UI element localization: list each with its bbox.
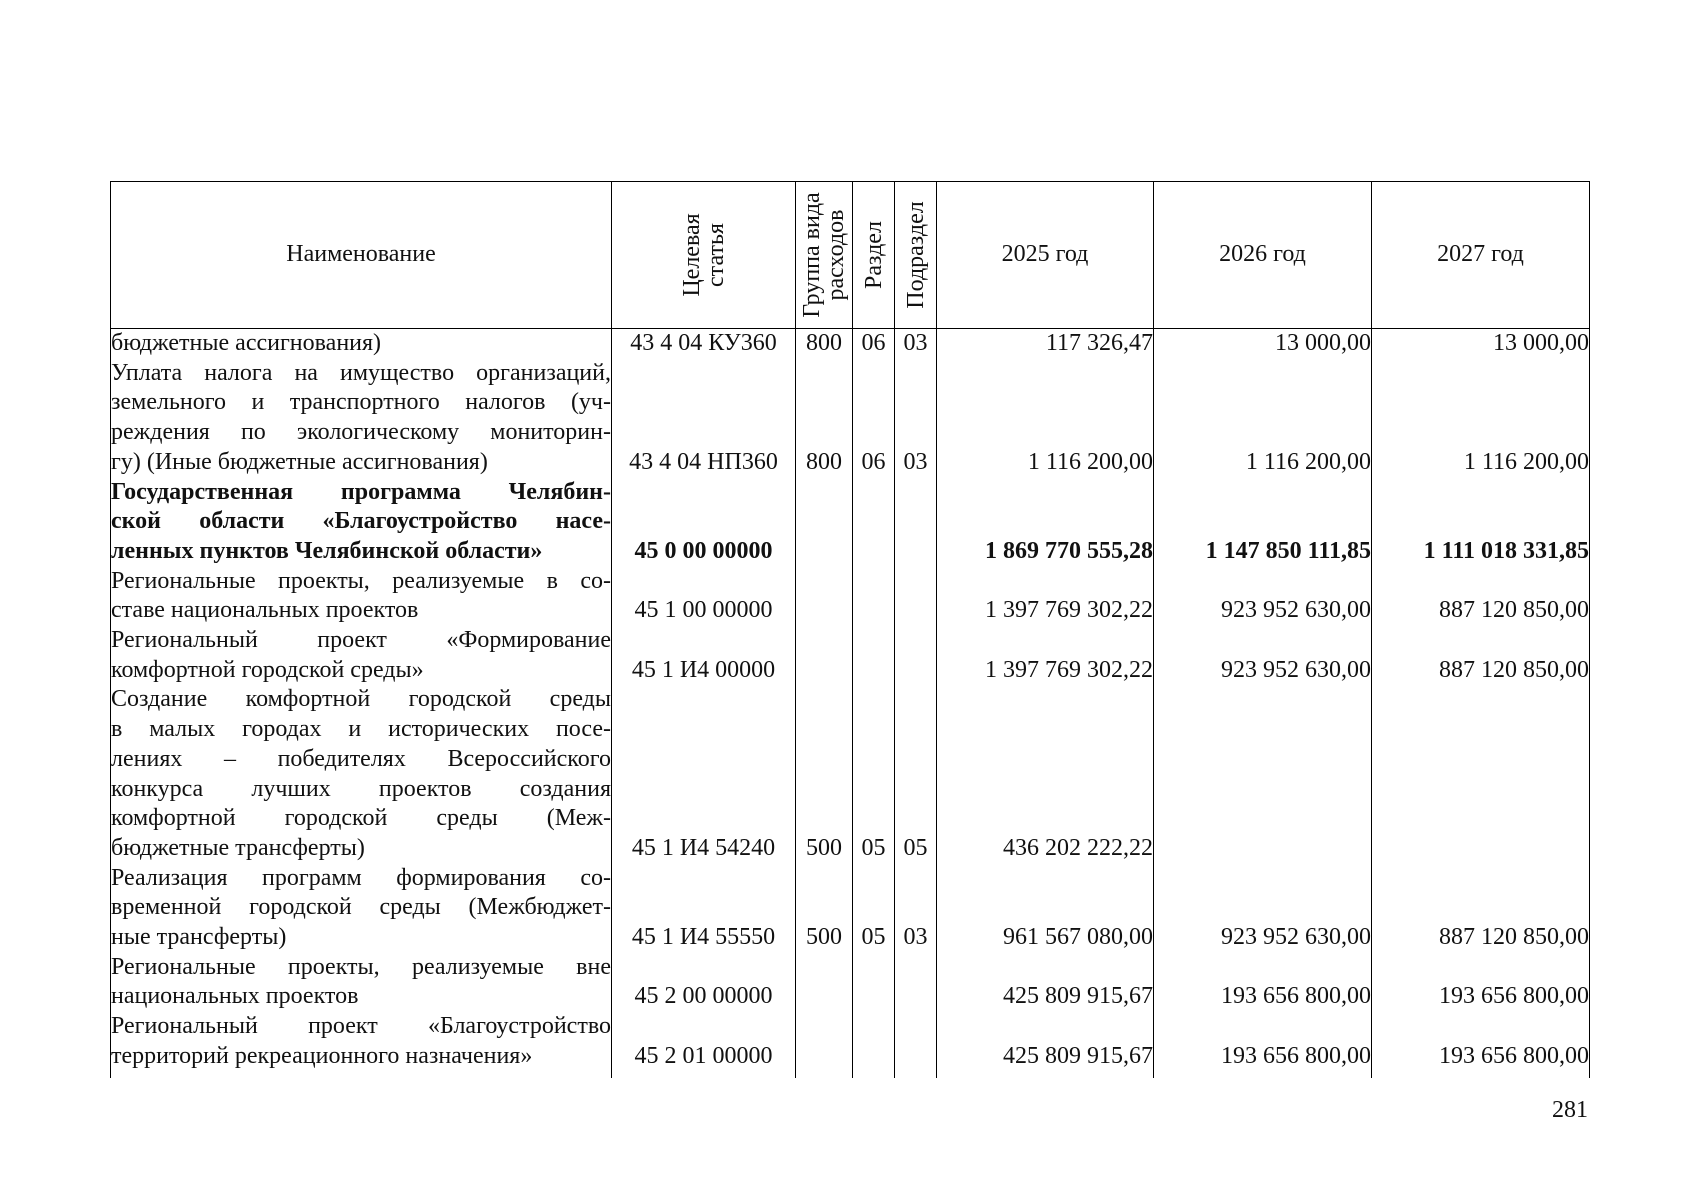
row-name-line: Региональный проект «Благоустройство (111, 1013, 611, 1040)
row-name-line: Создание комфортной городской среды (111, 686, 611, 713)
row-name-line: Государственная программа Челябин- (111, 478, 611, 505)
table-row (111, 626, 1590, 685)
row-name (111, 567, 612, 626)
row-name-line: конкурса лучших проектов создания (111, 775, 611, 802)
row-name-line: Региональный проект «Формирование (111, 627, 611, 654)
row-name-line: лениях – победителях Всероссийского (111, 745, 611, 772)
row-amount-2025: 1 397 769 302,22 (937, 567, 1154, 626)
row-name (111, 478, 612, 567)
row-amount-2026: 1 147 850 111,85 (1154, 478, 1372, 567)
row-amount-2027: 193 656 800,00 (1372, 1012, 1590, 1077)
row-section: 05 (853, 864, 895, 953)
row-section (853, 953, 895, 1012)
row-subsection: 05 (895, 685, 937, 863)
row-amount-2025: 961 567 080,00 (937, 864, 1154, 953)
row-target-article: 45 1 00 00000 (612, 567, 796, 626)
header-name: Наименование (111, 182, 612, 329)
row-expense-group: 800 (796, 329, 853, 359)
row-amount-2027: 887 120 850,00 (1372, 626, 1590, 685)
row-name (111, 626, 612, 685)
row-subsection: 03 (895, 359, 937, 478)
row-name-line: бюджетные трансферты) (111, 834, 365, 861)
row-expense-group (796, 1012, 853, 1077)
row-name-line: земельного и транспортного налогов (уч- (111, 389, 611, 416)
row-amount-2026: 13 000,00 (1154, 329, 1372, 359)
header-section: Раздел (853, 182, 895, 329)
row-amount-2025: 117 326,47 (937, 329, 1154, 359)
row-amount-2027: 1 116 200,00 (1372, 359, 1590, 478)
row-amount-2026: 193 656 800,00 (1154, 1012, 1372, 1077)
row-section: 06 (853, 359, 895, 478)
row-name-line: ленных пунктов Челябинской области» (111, 537, 543, 564)
row-name (111, 685, 612, 863)
table-row (111, 567, 1590, 626)
header-2025: 2025 год (937, 182, 1154, 329)
row-amount-2025: 425 809 915,67 (937, 1012, 1154, 1077)
row-section (853, 567, 895, 626)
row-name-line: ставе национальных проектов (111, 597, 419, 624)
row-subsection: 03 (895, 329, 937, 359)
budget-table (110, 181, 1590, 1078)
row-amount-2025: 1 116 200,00 (937, 359, 1154, 478)
row-amount-2025: 1 869 770 555,28 (937, 478, 1154, 567)
row-expense-group (796, 953, 853, 1012)
row-subsection (895, 478, 937, 567)
row-name-line: в малых городах и исторических посе- (111, 716, 611, 743)
row-amount-2027: 1 111 018 331,85 (1372, 478, 1590, 567)
table-row (111, 478, 1590, 567)
row-expense-group (796, 567, 853, 626)
row-amount-2027: 887 120 850,00 (1372, 864, 1590, 953)
row-name-line: комфортной городской среды» (111, 656, 424, 683)
row-name-line: бюджетные ассигнования) (111, 330, 382, 356)
header-target-article: Целевая статья (612, 182, 796, 329)
row-amount-2027: 887 120 850,00 (1372, 567, 1590, 626)
row-target-article: 45 2 00 00000 (612, 953, 796, 1012)
row-target-article: 45 1 И4 54240 (612, 685, 796, 863)
header-expense-group: Группа вида расходов (796, 182, 853, 329)
row-subsection (895, 626, 937, 685)
header-row (111, 182, 1590, 329)
row-section (853, 626, 895, 685)
row-expense-group: 800 (796, 359, 853, 478)
row-target-article: 45 1 И4 55550 (612, 864, 796, 953)
header-2027: 2027 год (1372, 182, 1590, 329)
row-amount-2026 (1154, 685, 1372, 863)
row-section (853, 478, 895, 567)
row-name-line: Уплата налога на имущество организаций, (111, 359, 611, 386)
row-target-article: 45 2 01 00000 (612, 1012, 796, 1077)
row-name (111, 864, 612, 953)
row-expense-group (796, 626, 853, 685)
row-subsection (895, 1012, 937, 1077)
table-row (111, 359, 1590, 478)
table-row (111, 953, 1590, 1012)
header-2026: 2026 год (1154, 182, 1372, 329)
row-section: 05 (853, 685, 895, 863)
row-name (111, 329, 612, 359)
table-row (111, 685, 1590, 863)
table-row (111, 864, 1590, 953)
row-name-line: ные трансферты) (111, 924, 287, 951)
row-target-article: 45 0 00 00000 (612, 478, 796, 567)
row-name (111, 359, 612, 478)
row-name (111, 1012, 612, 1077)
table-row (111, 329, 1590, 359)
row-name-line: гу) (Иные бюджетные ассигнования) (111, 448, 488, 475)
row-subsection (895, 567, 937, 626)
row-name-line: национальных проектов (111, 983, 359, 1010)
row-amount-2025: 436 202 222,22 (937, 685, 1154, 863)
row-expense-group: 500 (796, 685, 853, 863)
row-amount-2025: 425 809 915,67 (937, 953, 1154, 1012)
row-target-article: 43 4 04 НП360 (612, 359, 796, 478)
row-amount-2027: 13 000,00 (1372, 329, 1590, 359)
row-name-line: реждения по экологическому мониторин- (111, 419, 611, 446)
row-amount-2026: 923 952 630,00 (1154, 864, 1372, 953)
row-name-line: Реализация программ формирования со- (111, 864, 611, 891)
row-target-article: 43 4 04 КУ360 (612, 329, 796, 359)
row-name-line: Региональные проекты, реализуемые в со- (111, 567, 611, 594)
row-section (853, 1012, 895, 1077)
row-name-line: временной городской среды (Межбюджет- (111, 894, 611, 921)
row-target-article: 45 1 И4 00000 (612, 626, 796, 685)
row-name-line: ской области «Благоустройство насе- (111, 508, 611, 535)
page-number: 281 (1552, 1097, 1588, 1123)
header-subsection: Подраздел (895, 182, 937, 329)
row-amount-2026: 923 952 630,00 (1154, 626, 1372, 685)
row-expense-group: 500 (796, 864, 853, 953)
row-amount-2027 (1372, 685, 1590, 863)
row-name-line: территорий рекреационного назначения» (111, 1042, 533, 1069)
row-amount-2026: 193 656 800,00 (1154, 953, 1372, 1012)
row-subsection (895, 953, 937, 1012)
row-name (111, 953, 612, 1012)
row-name-line: Региональные проекты, реализуемые вне (111, 953, 611, 980)
row-amount-2026: 923 952 630,00 (1154, 567, 1372, 626)
row-name-line: комфортной городской среды (Меж- (111, 805, 611, 832)
row-section: 06 (853, 329, 895, 359)
row-amount-2027: 193 656 800,00 (1372, 953, 1590, 1012)
row-amount-2025: 1 397 769 302,22 (937, 626, 1154, 685)
row-subsection: 03 (895, 864, 937, 953)
row-expense-group (796, 478, 853, 567)
table-body (111, 329, 1590, 1078)
row-amount-2026: 1 116 200,00 (1154, 359, 1372, 478)
table-row (111, 1012, 1590, 1077)
